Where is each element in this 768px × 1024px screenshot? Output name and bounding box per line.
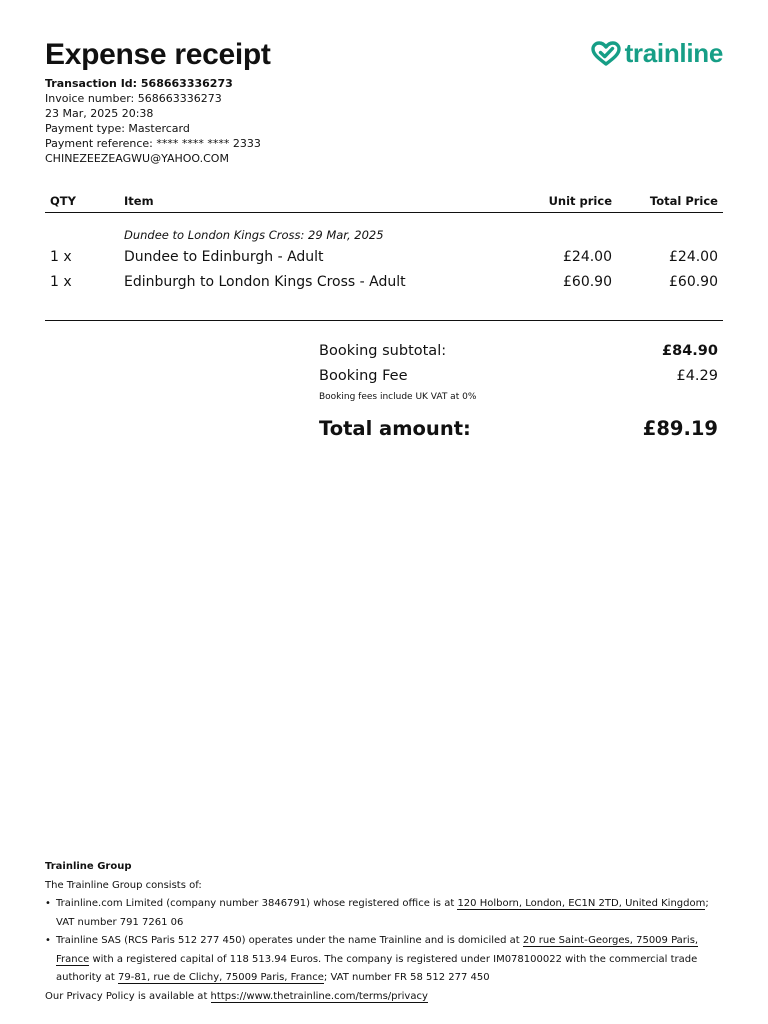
transaction-details (45, 76, 261, 166)
row-total-price: £60.90 (669, 274, 718, 290)
customer-email: CHINEZEEZEAGWU@YAHOO.COM (45, 152, 229, 165)
row-qty: 1 x (50, 274, 72, 290)
company-2-trade-address-link[interactable]: 79-81, rue de Clichy, 75009 Paris, France (117, 972, 324, 983)
logo-wordmark: trainline (624, 38, 723, 68)
footer-intro: The Trainline Group consists of: (45, 879, 202, 891)
subtotal-label: Booking subtotal: (319, 343, 447, 359)
transaction-id: Transaction Id: 568663336273 (45, 77, 233, 90)
booking-fee-value: £4.29 (676, 368, 718, 384)
company-1-text: Trainline.com Limited (company number 3846791) whose registered office is at (56, 898, 458, 909)
company-footer (45, 858, 723, 1006)
company-1-vat: ; VAT number 791 7261 06 (56, 898, 709, 928)
payment-reference: Payment reference: **** **** **** 2333 (45, 137, 261, 150)
transaction-date: 23 Mar, 2025 20:38 (45, 107, 154, 120)
header-total-price: Total Price (649, 194, 718, 208)
row-total-price: £24.00 (669, 249, 718, 265)
privacy-line (45, 988, 723, 1007)
booking-fee-label: Booking Fee (319, 368, 408, 384)
page-title: Expense receipt (45, 38, 271, 71)
header-unit-price: Unit price (548, 194, 612, 208)
list-item (56, 895, 723, 932)
header-qty: QTY (50, 194, 76, 208)
payment-type: Payment type: Mastercard (45, 122, 190, 135)
row-unit-price: £60.90 (563, 274, 612, 290)
company-2-address-link[interactable]: 20 rue Saint-Georges, 75009 Paris, France (56, 935, 699, 965)
trainline-logo[interactable] (591, 38, 723, 69)
receipt-page (45, 0, 723, 1024)
vat-note: Booking fees include UK VAT at 0% (319, 392, 477, 402)
company-1-address-link[interactable]: 120 Holborn, London, EC1N 2TD, United Kingdom (457, 898, 706, 909)
company-list (45, 895, 723, 988)
subtotal-value: £84.90 (662, 343, 718, 359)
list-item (56, 932, 723, 988)
row-unit-price: £24.00 (563, 249, 612, 265)
total-amount-value: £89.19 (642, 417, 718, 440)
company-2-text: Trainline SAS (RCS Paris 512 277 450) operates under the name Trainline and is domiciled at (56, 935, 523, 946)
company-2-details: with a registered capital of 118 513.94 Euros. The company is registered under IM078100022 with the commercial trade authority at (56, 953, 698, 983)
items-table (45, 192, 723, 290)
row-item: Dundee to Edinburgh - Adult (124, 249, 324, 265)
row-item: Edinburgh to London Kings Cross - Adult (124, 274, 406, 290)
section-divider (45, 320, 723, 321)
company-2-vat: ; VAT number FR 58 512 277 450 (323, 972, 490, 983)
total-amount-label: Total amount: (319, 417, 471, 440)
table-row (45, 249, 723, 271)
heart-check-icon (591, 41, 621, 67)
privacy-text: Our Privacy Policy is available at (45, 990, 211, 1002)
table-header (45, 192, 723, 213)
journey-description: Dundee to London Kings Cross: 29 Mar, 2025 (124, 228, 384, 242)
table-row (45, 274, 723, 296)
row-qty: 1 x (50, 249, 72, 265)
header-item: Item (124, 194, 154, 208)
footer-group-title: Trainline Group (45, 861, 132, 872)
invoice-number: Invoice number: 568663336273 (45, 92, 222, 105)
privacy-policy-link[interactable]: https://www.thetrainline.com/terms/privacy (210, 990, 428, 1002)
